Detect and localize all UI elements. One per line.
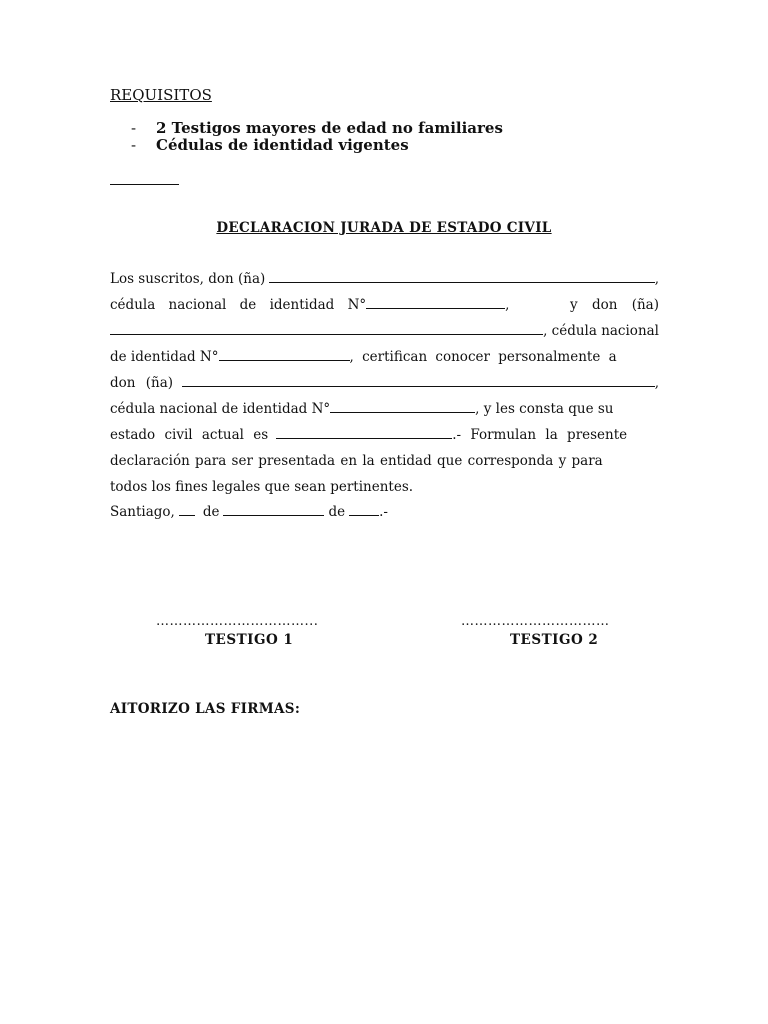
line-text: estado civil actual es	[110, 427, 269, 443]
line-text: don (ña)	[110, 375, 174, 391]
line-text: declaración para ser presentada en la entidad que corresponda y para	[110, 453, 603, 469]
month-blank[interactable]	[223, 503, 324, 516]
day-blank[interactable]	[179, 503, 195, 516]
declaration-line	[110, 374, 659, 392]
list-dash: -	[131, 136, 137, 154]
line-text: ,	[654, 375, 659, 391]
name-blank-1[interactable]	[269, 270, 654, 283]
id-number-blank-3[interactable]	[330, 400, 475, 413]
line-text: cédula nacional de identidad N°	[110, 401, 331, 417]
line-text: .- Formulan la presente	[452, 427, 628, 443]
requirement-text: Cédulas de identidad vigentes	[156, 136, 409, 154]
requirements-list	[131, 120, 503, 154]
name-blank-2[interactable]	[110, 322, 543, 335]
line-text: cédula nacional de identidad N°	[110, 297, 367, 313]
line-text: ,	[505, 297, 510, 313]
separator-rule	[110, 184, 179, 185]
requirement-item	[131, 120, 503, 137]
year-blank[interactable]	[349, 503, 379, 516]
city-text: Santiago,	[110, 504, 175, 520]
declaration-line	[110, 322, 659, 340]
line-text: ,	[654, 271, 659, 287]
line-text: de	[202, 504, 220, 520]
requirements-heading: REQUISITOS	[110, 86, 212, 104]
requirement-text: 2 Testigos mayores de edad no familiares	[156, 119, 503, 137]
line-text: de	[328, 504, 346, 520]
line-text: , certifican conocer personalmente a	[349, 349, 617, 365]
declaration-line	[110, 478, 659, 496]
civil-status-blank[interactable]	[276, 426, 452, 439]
id-number-blank-2[interactable]	[219, 348, 350, 361]
declaration-line	[110, 296, 659, 314]
declaration-line	[110, 426, 659, 444]
declaration-line	[110, 348, 659, 366]
declaration-line	[110, 270, 659, 288]
list-dash: -	[131, 119, 137, 137]
signature-line-witness-2[interactable]: ……………………………	[461, 614, 610, 629]
authorization-label: AITORIZO LAS FIRMAS:	[110, 701, 301, 717]
requirement-item	[131, 137, 503, 154]
line-text: .-	[379, 504, 388, 520]
declaration-line	[110, 452, 659, 470]
declaration-title: DECLARACION JURADA DE ESTADO CIVIL	[216, 220, 552, 236]
id-number-blank-1[interactable]	[366, 296, 505, 309]
line-text: todos los fines legales que sean pertinentes.	[110, 479, 414, 495]
signature-line-witness-1[interactable]: ……………………………...	[156, 614, 319, 629]
witness-2-label: TESTIGO 2	[510, 632, 599, 648]
line-text: , y les consta que su	[475, 401, 614, 417]
line-text: de identidad N°	[110, 349, 219, 365]
line-text: y don (ña)	[570, 297, 659, 313]
date-line	[110, 503, 659, 521]
witness-1-label: TESTIGO 1	[205, 632, 294, 648]
line-text: , cédula nacional	[543, 323, 659, 339]
name-blank-3[interactable]	[182, 374, 655, 387]
line-text: Los suscritos, don (ña)	[110, 271, 266, 287]
declaration-line	[110, 400, 659, 418]
